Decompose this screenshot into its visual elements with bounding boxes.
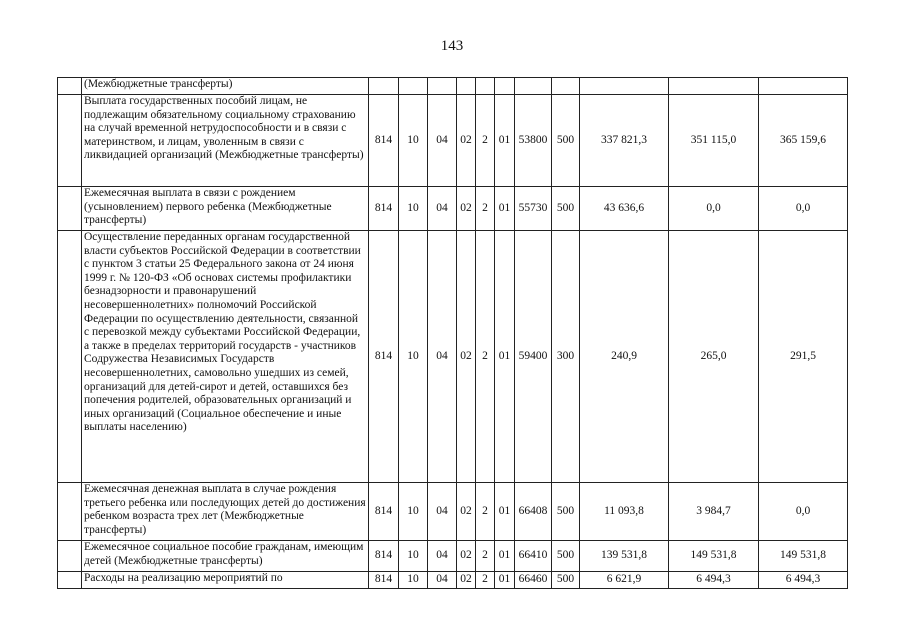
event-code-cell: 01 [495, 95, 515, 187]
direction-code-cell: 66408 [515, 483, 552, 541]
event-code-cell: 01 [495, 572, 515, 589]
section-code-cell: 10 [399, 231, 428, 483]
direction-code-cell: 55730 [515, 187, 552, 231]
amount-year1-cell: 11 093,8 [580, 483, 669, 541]
ministry-code-cell: 814 [369, 231, 399, 483]
expense-type-cell: 500 [552, 95, 580, 187]
event-code-cell: 01 [495, 483, 515, 541]
subprogram-code-cell: 2 [476, 572, 495, 589]
budget-table [57, 77, 848, 589]
amount-year1-cell: 139 531,8 [580, 541, 669, 572]
index-cell [58, 78, 82, 95]
table-row [58, 187, 848, 231]
amount-year1-cell: 337 821,3 [580, 95, 669, 187]
subsection-code-cell: 04 [428, 572, 457, 589]
ministry-code-cell [369, 78, 399, 95]
subprogram-code-cell [476, 78, 495, 95]
amount-year1-cell: 6 621,9 [580, 572, 669, 589]
ministry-code-cell: 814 [369, 187, 399, 231]
description-cell: Ежемесячное социальное пособие гражданам, имеющим детей (Межбюджетные трансферты) [82, 541, 369, 572]
index-cell [58, 231, 82, 483]
index-cell [58, 572, 82, 589]
page-number: 143 [440, 38, 464, 54]
description-cell: (Межбюджетные трансферты) [82, 78, 369, 95]
amount-year3-cell: 149 531,8 [759, 541, 848, 572]
event-code-cell [495, 78, 515, 95]
amount-year1-cell: 43 636,6 [580, 187, 669, 231]
index-cell [58, 95, 82, 187]
amount-year2-cell: 149 531,8 [669, 541, 759, 572]
amount-year2-cell: 3 984,7 [669, 483, 759, 541]
subprogram-code-cell: 2 [476, 541, 495, 572]
direction-code-cell: 59400 [515, 231, 552, 483]
amount-year2-cell: 6 494,3 [669, 572, 759, 589]
program-code-cell [457, 78, 476, 95]
section-code-cell: 10 [399, 187, 428, 231]
program-code-cell: 02 [457, 541, 476, 572]
ministry-code-cell: 814 [369, 541, 399, 572]
subprogram-code-cell: 2 [476, 95, 495, 187]
amount-year1-cell [580, 78, 669, 95]
direction-code-cell: 66460 [515, 572, 552, 589]
amount-year2-cell: 265,0 [669, 231, 759, 483]
event-code-cell: 01 [495, 231, 515, 483]
subprogram-code-cell: 2 [476, 187, 495, 231]
direction-code-cell [515, 78, 552, 95]
amount-year2-cell: 351 115,0 [669, 95, 759, 187]
event-code-cell: 01 [495, 541, 515, 572]
subprogram-code-cell: 2 [476, 231, 495, 483]
table-row [58, 483, 848, 541]
ministry-code-cell: 814 [369, 483, 399, 541]
subprogram-code-cell: 2 [476, 483, 495, 541]
subsection-code-cell: 04 [428, 483, 457, 541]
amount-year1-cell: 240,9 [580, 231, 669, 483]
description-cell: Выплата государственных пособий лицам, не подлежащим обязательному социальному страхованию на случай временной нетрудоспособности и в связи с материнством, и лицам, уволенным в связи с ликвидацией организаций (Межбюджетные трансферты) [82, 95, 369, 187]
program-code-cell: 02 [457, 231, 476, 483]
index-cell [58, 483, 82, 541]
amount-year3-cell: 291,5 [759, 231, 848, 483]
subsection-code-cell [428, 78, 457, 95]
table-row [58, 541, 848, 572]
amount-year3-cell: 0,0 [759, 483, 848, 541]
table-row [58, 95, 848, 187]
ministry-code-cell: 814 [369, 572, 399, 589]
amount-year2-cell [669, 78, 759, 95]
index-cell [58, 541, 82, 572]
amount-year3-cell: 6 494,3 [759, 572, 848, 589]
amount-year3-cell: 0,0 [759, 187, 848, 231]
description-cell: Осуществление переданных органам государственной власти субъектов Российской Федерации в соответствии с пунктом 3 статьи 25 Федерального закона от 24 июня 1999 г. № 120-ФЗ «Об основах системы профилактики безнадзорности и правонарушений несовершеннолетних» полномочий Российской Федерации по осуществлению деятельности, связанной с перевозкой между субъектами Российской Федерации, а также в пределах территорий государств - участников Содружества Независимых Государств несовершеннолетних, самовольно ушедших из семей, организаций для детей-сирот и детей, оставшихся без попечения родителей, образовательных организаций и иных организаций (Социальное обеспечение и иные выплаты населению) [82, 231, 369, 483]
section-code-cell [399, 78, 428, 95]
section-code-cell: 10 [399, 95, 428, 187]
expense-type-cell: 300 [552, 231, 580, 483]
direction-code-cell: 66410 [515, 541, 552, 572]
amount-year2-cell: 0,0 [669, 187, 759, 231]
section-code-cell: 10 [399, 541, 428, 572]
event-code-cell: 01 [495, 187, 515, 231]
section-code-cell: 10 [399, 572, 428, 589]
program-code-cell: 02 [457, 95, 476, 187]
amount-year3-cell: 365 159,6 [759, 95, 848, 187]
subsection-code-cell: 04 [428, 231, 457, 483]
description-cell: Ежемесячная выплата в связи с рождением (усыновлением) первого ребенка (Межбюджетные трансферты) [82, 187, 369, 231]
description-cell: Расходы на реализацию мероприятий по [82, 572, 369, 589]
ministry-code-cell: 814 [369, 95, 399, 187]
expense-type-cell: 500 [552, 541, 580, 572]
subsection-code-cell: 04 [428, 187, 457, 231]
expense-type-cell [552, 78, 580, 95]
program-code-cell: 02 [457, 187, 476, 231]
program-code-cell: 02 [457, 572, 476, 589]
subsection-code-cell: 04 [428, 95, 457, 187]
subsection-code-cell: 04 [428, 541, 457, 572]
table-row [58, 231, 848, 483]
description-cell: Ежемесячная денежная выплата в случае рождения третьего ребенка или последующих детей до достижения ребенком возраста трех лет (Межбюджетные трансферты) [82, 483, 369, 541]
table-row [58, 572, 848, 589]
expense-type-cell: 500 [552, 187, 580, 231]
section-code-cell: 10 [399, 483, 428, 541]
direction-code-cell: 53800 [515, 95, 552, 187]
program-code-cell: 02 [457, 483, 476, 541]
expense-type-cell: 500 [552, 483, 580, 541]
index-cell [58, 187, 82, 231]
amount-year3-cell [759, 78, 848, 95]
expense-type-cell: 500 [552, 572, 580, 589]
table-row [58, 78, 848, 95]
